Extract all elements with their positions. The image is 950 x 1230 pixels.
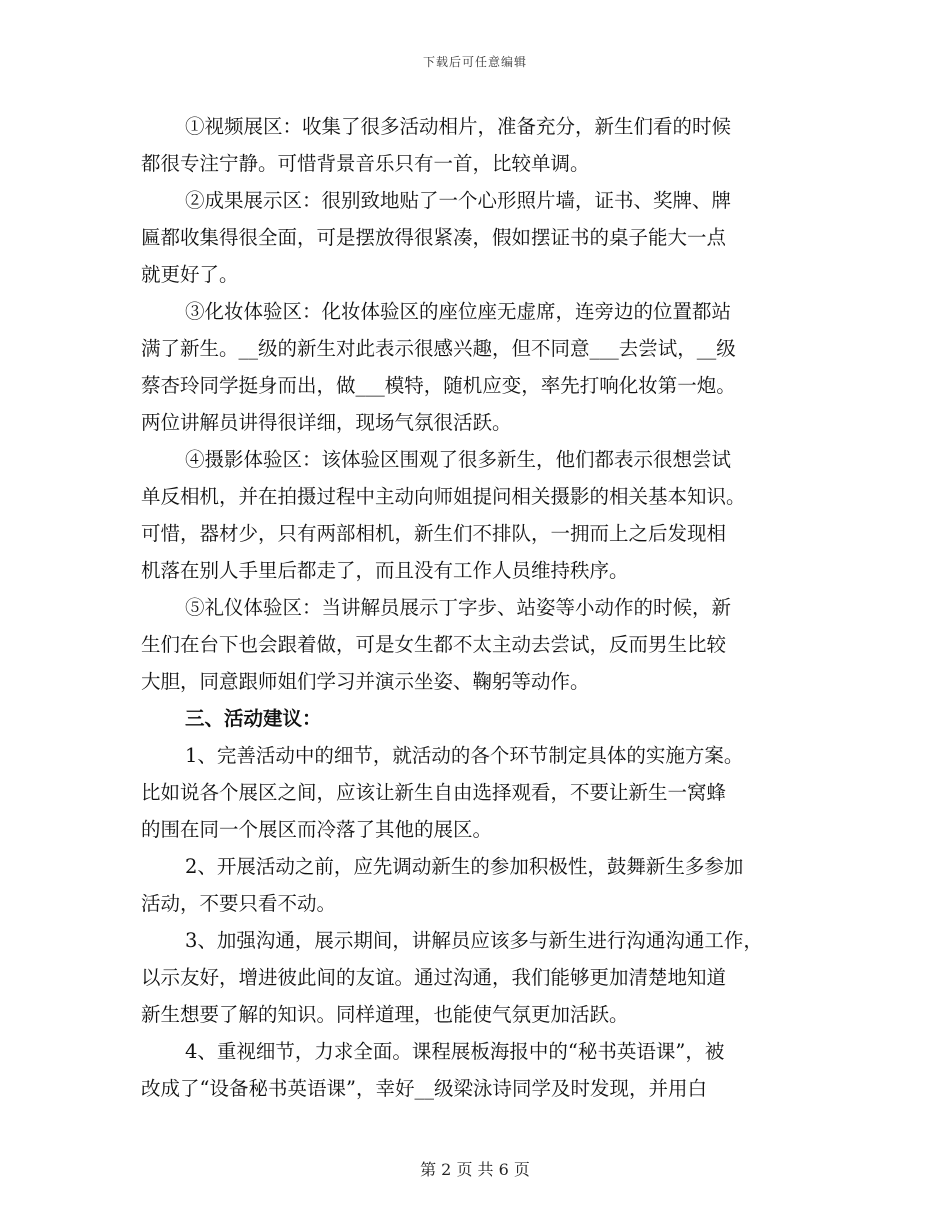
paragraph-line: 活动，不要只看不动。: [141, 892, 337, 915]
paragraph-line: 生们在台下也会跟着做，可是女生都不太主动去尝试，反而男生比较: [141, 633, 727, 656]
paragraph-etiquette-area: [141, 589, 811, 700]
paragraph-photography-area: [141, 441, 811, 589]
paragraph-line: 2、开展活动之前，应先调动新生的参加积极性，鼓舞新生多参加: [185, 855, 744, 878]
paragraph-line: 可惜，器材少，只有两部相机，新生们不排队，一拥而上之后发现相: [141, 522, 727, 545]
paragraph-makeup-area: [141, 293, 811, 441]
paragraph-line: 比如说各个展区之间，应该让新生自由选择观看，不要让新生一窝蜂: [141, 781, 727, 804]
paragraph-line: 蔡杏玲同学挺身而出，做___模特，随机应变，率先打响化妆第一炮。: [141, 374, 736, 397]
suggestion-1: [141, 737, 811, 848]
paragraph-line: 两位讲解员讲得很详细，现场气氛很活跃。: [141, 411, 512, 434]
paragraph-line: 4、重视细节，力求全面。课程展板海报中的“秘书英语课”，被: [185, 1040, 725, 1063]
paragraph-line: 的围在同一个展区而冷落了其他的展区。: [141, 818, 493, 841]
suggestion-4: [141, 1033, 811, 1107]
paragraph-line: 单反相机，并在拍摄过程中主动向师姐提问相关摄影的相关基本知识。: [141, 485, 746, 508]
paragraph-line: 满了新生。__级的新生对此表示很感兴趣，但不同意___去尝试，__级: [141, 337, 736, 360]
paragraph-video-area: [141, 108, 811, 182]
paragraph-line: ④摄影体验区：该体验区围观了很多新生，他们都表示很想尝试: [185, 448, 732, 471]
paragraph-line: ③化妆体验区：化妆体验区的座位座无虚席，连旁边的位置都站: [185, 300, 732, 323]
paragraph-line: ⑤礼仪体验区：当讲解员展示丁字步、站姿等小动作的时候，新: [185, 596, 732, 619]
paragraph-line: 都很专注宁静。可惜背景音乐只有一首，比较单调。: [141, 152, 590, 175]
paragraph-line: ②成果展示区：很别致地贴了一个心形照片墙，证书、奖牌、牌: [185, 189, 732, 212]
paragraph-line: 以示友好，增进彼此间的友谊。通过沟通，我们能够更加清楚地知道: [141, 966, 727, 989]
paragraph-results-area: [141, 182, 811, 293]
paragraph-line: 匾都收集得很全面，可是摆放得很紧凑，假如摆证书的桌子能大一点: [141, 226, 727, 249]
suggestion-2: [141, 848, 811, 922]
document-body: [141, 108, 811, 1107]
paragraph-line: 就更好了。: [141, 263, 239, 286]
suggestion-3: [141, 922, 811, 1033]
paragraph-line: 新生想要了解的知识。同样道理，也能使气氛更加活跃。: [141, 1003, 629, 1026]
page-number: 第 2 页 共 6 页: [420, 1160, 530, 1179]
paragraph-line: 1、完善活动中的细节，就活动的各个环节制定具体的实施方案。: [185, 744, 744, 767]
page-header: 下载后可任意编辑: [422, 55, 527, 69]
paragraph-line: 3、加强沟通，展示期间，讲解员应该多与新生进行沟通沟通工作，: [185, 929, 763, 952]
paragraph-line: 改成了“设备秘书英语课”，幸好__级梁泳诗同学及时发现，并用白: [141, 1077, 707, 1100]
paragraph-line: 大胆，同意跟师姐们学习并演示坐姿、鞠躬等动作。: [141, 670, 590, 693]
paragraph-line: 机落在别人手里后都走了，而且没有工作人员维持秩序。: [141, 559, 629, 582]
section-heading: 三、活动建议：: [185, 707, 322, 730]
paragraph-line: ①视频展区：收集了很多活动相片，准备充分，新生们看的时候: [185, 115, 732, 138]
